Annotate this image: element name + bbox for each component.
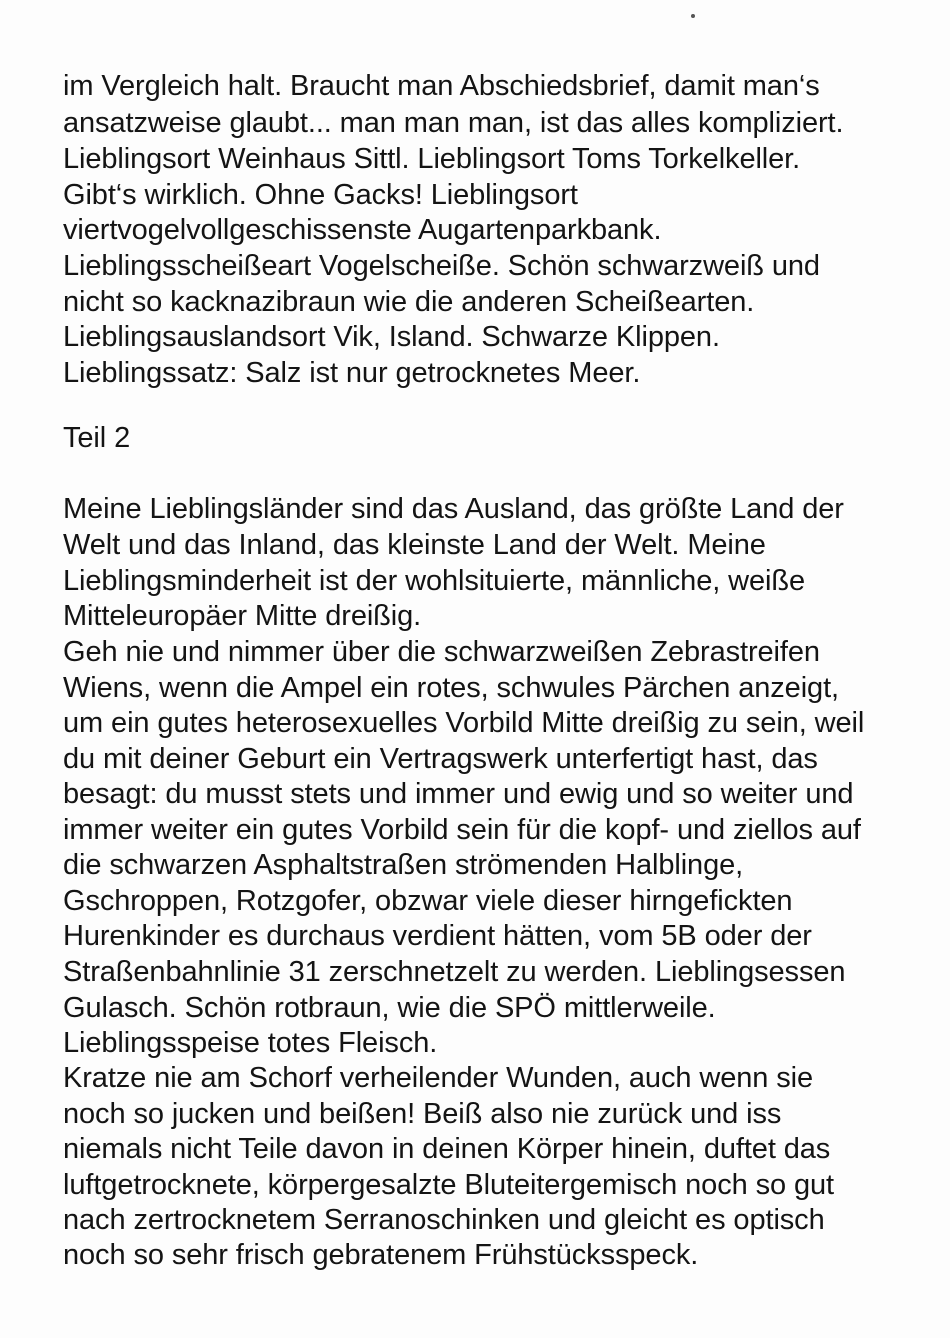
- text-line: Hurenkinder es durchaus verdient hätten, vom 5B oder der: [63, 920, 812, 952]
- text-line: Welt und das Inland, das kleinste Land der Welt. Meine: [63, 529, 766, 561]
- text-line: nach zertrocknetem Serranoschinken und gleicht es optisch: [63, 1204, 825, 1236]
- text-line: Lieblingssatz: Salz ist nur getrocknetes Meer.: [63, 357, 641, 389]
- scan-speck: [691, 14, 695, 18]
- text-line: Lieblingsminderheit ist der wohlsituierte, männliche, weiße: [63, 565, 806, 597]
- text-line: Geh nie und nimmer über die schwarzweißen Zebrastreifen: [63, 636, 820, 668]
- text-line: noch so sehr frisch gebratenem Frühstücksspeck.: [63, 1239, 699, 1271]
- text-line: Straßenbahnlinie 31 zerschnetzelt zu werden. Lieblingsessen: [63, 956, 846, 988]
- text-line: niemals nicht Teile davon in deinen Körper hinein, duftet das: [63, 1133, 831, 1165]
- text-line: im Vergleich halt. Braucht man Abschiedsbrief, damit man‘s: [63, 70, 820, 102]
- text-line: nicht so kacknazibraun wie die anderen Scheißearten.: [63, 286, 755, 318]
- text-line: Gulasch. Schön rotbraun, wie die SPÖ mittlerweile.: [63, 992, 716, 1024]
- text-line: Lieblingsscheißeart Vogelscheiße. Schön schwarzweiß und: [63, 250, 820, 282]
- section-heading: Teil 2: [63, 422, 131, 454]
- text-line: Kratze nie am Schorf verheilender Wunden, auch wenn sie: [63, 1062, 814, 1094]
- text-line: die schwarzen Asphaltstraßen strömenden Halblinge,: [63, 849, 744, 881]
- text-line: Lieblingsspeise totes Fleisch.: [63, 1027, 438, 1059]
- text-line: Wiens, wenn die Ampel ein rotes, schwules Pärchen anzeigt,: [63, 672, 839, 704]
- text-line: du mit deiner Geburt ein Vertragswerk unterfertigt hast, das: [63, 743, 818, 775]
- text-line: um ein gutes heterosexuelles Vorbild Mitte dreißig zu sein, weil: [63, 707, 865, 739]
- text-line: ansatzweise glaubt... man man man, ist das alles kompliziert.: [63, 107, 844, 139]
- text-line: Meine Lieblingsländer sind das Ausland, das größte Land der: [63, 493, 844, 525]
- text-line: viertvogelvollgeschissenste Augartenparkbank.: [63, 214, 662, 246]
- text-line: immer weiter ein gutes Vorbild sein für die kopf- und ziellos auf: [63, 814, 861, 846]
- text-line: Lieblingsauslandsort Vik, Island. Schwarze Klippen.: [63, 321, 720, 353]
- text-line: Gibt‘s wirklich. Ohne Gacks! Lieblingsort: [63, 179, 578, 211]
- text-line: Lieblingsort Weinhaus Sittl. Lieblingsort Toms Torkelkeller.: [63, 143, 801, 175]
- text-line: Gschroppen, Rotzgofer, obzwar viele dieser hirngefickten: [63, 885, 793, 917]
- text-line: noch so jucken und beißen! Beiß also nie zurück und iss: [63, 1098, 782, 1130]
- text-line: Mitteleuropäer Mitte dreißig.: [63, 600, 422, 632]
- text-line: besagt: du musst stets und immer und ewig und so weiter und: [63, 778, 854, 810]
- text-line: luftgetrocknete, körpergesalzte Bluteitergemisch noch so gut: [63, 1169, 834, 1201]
